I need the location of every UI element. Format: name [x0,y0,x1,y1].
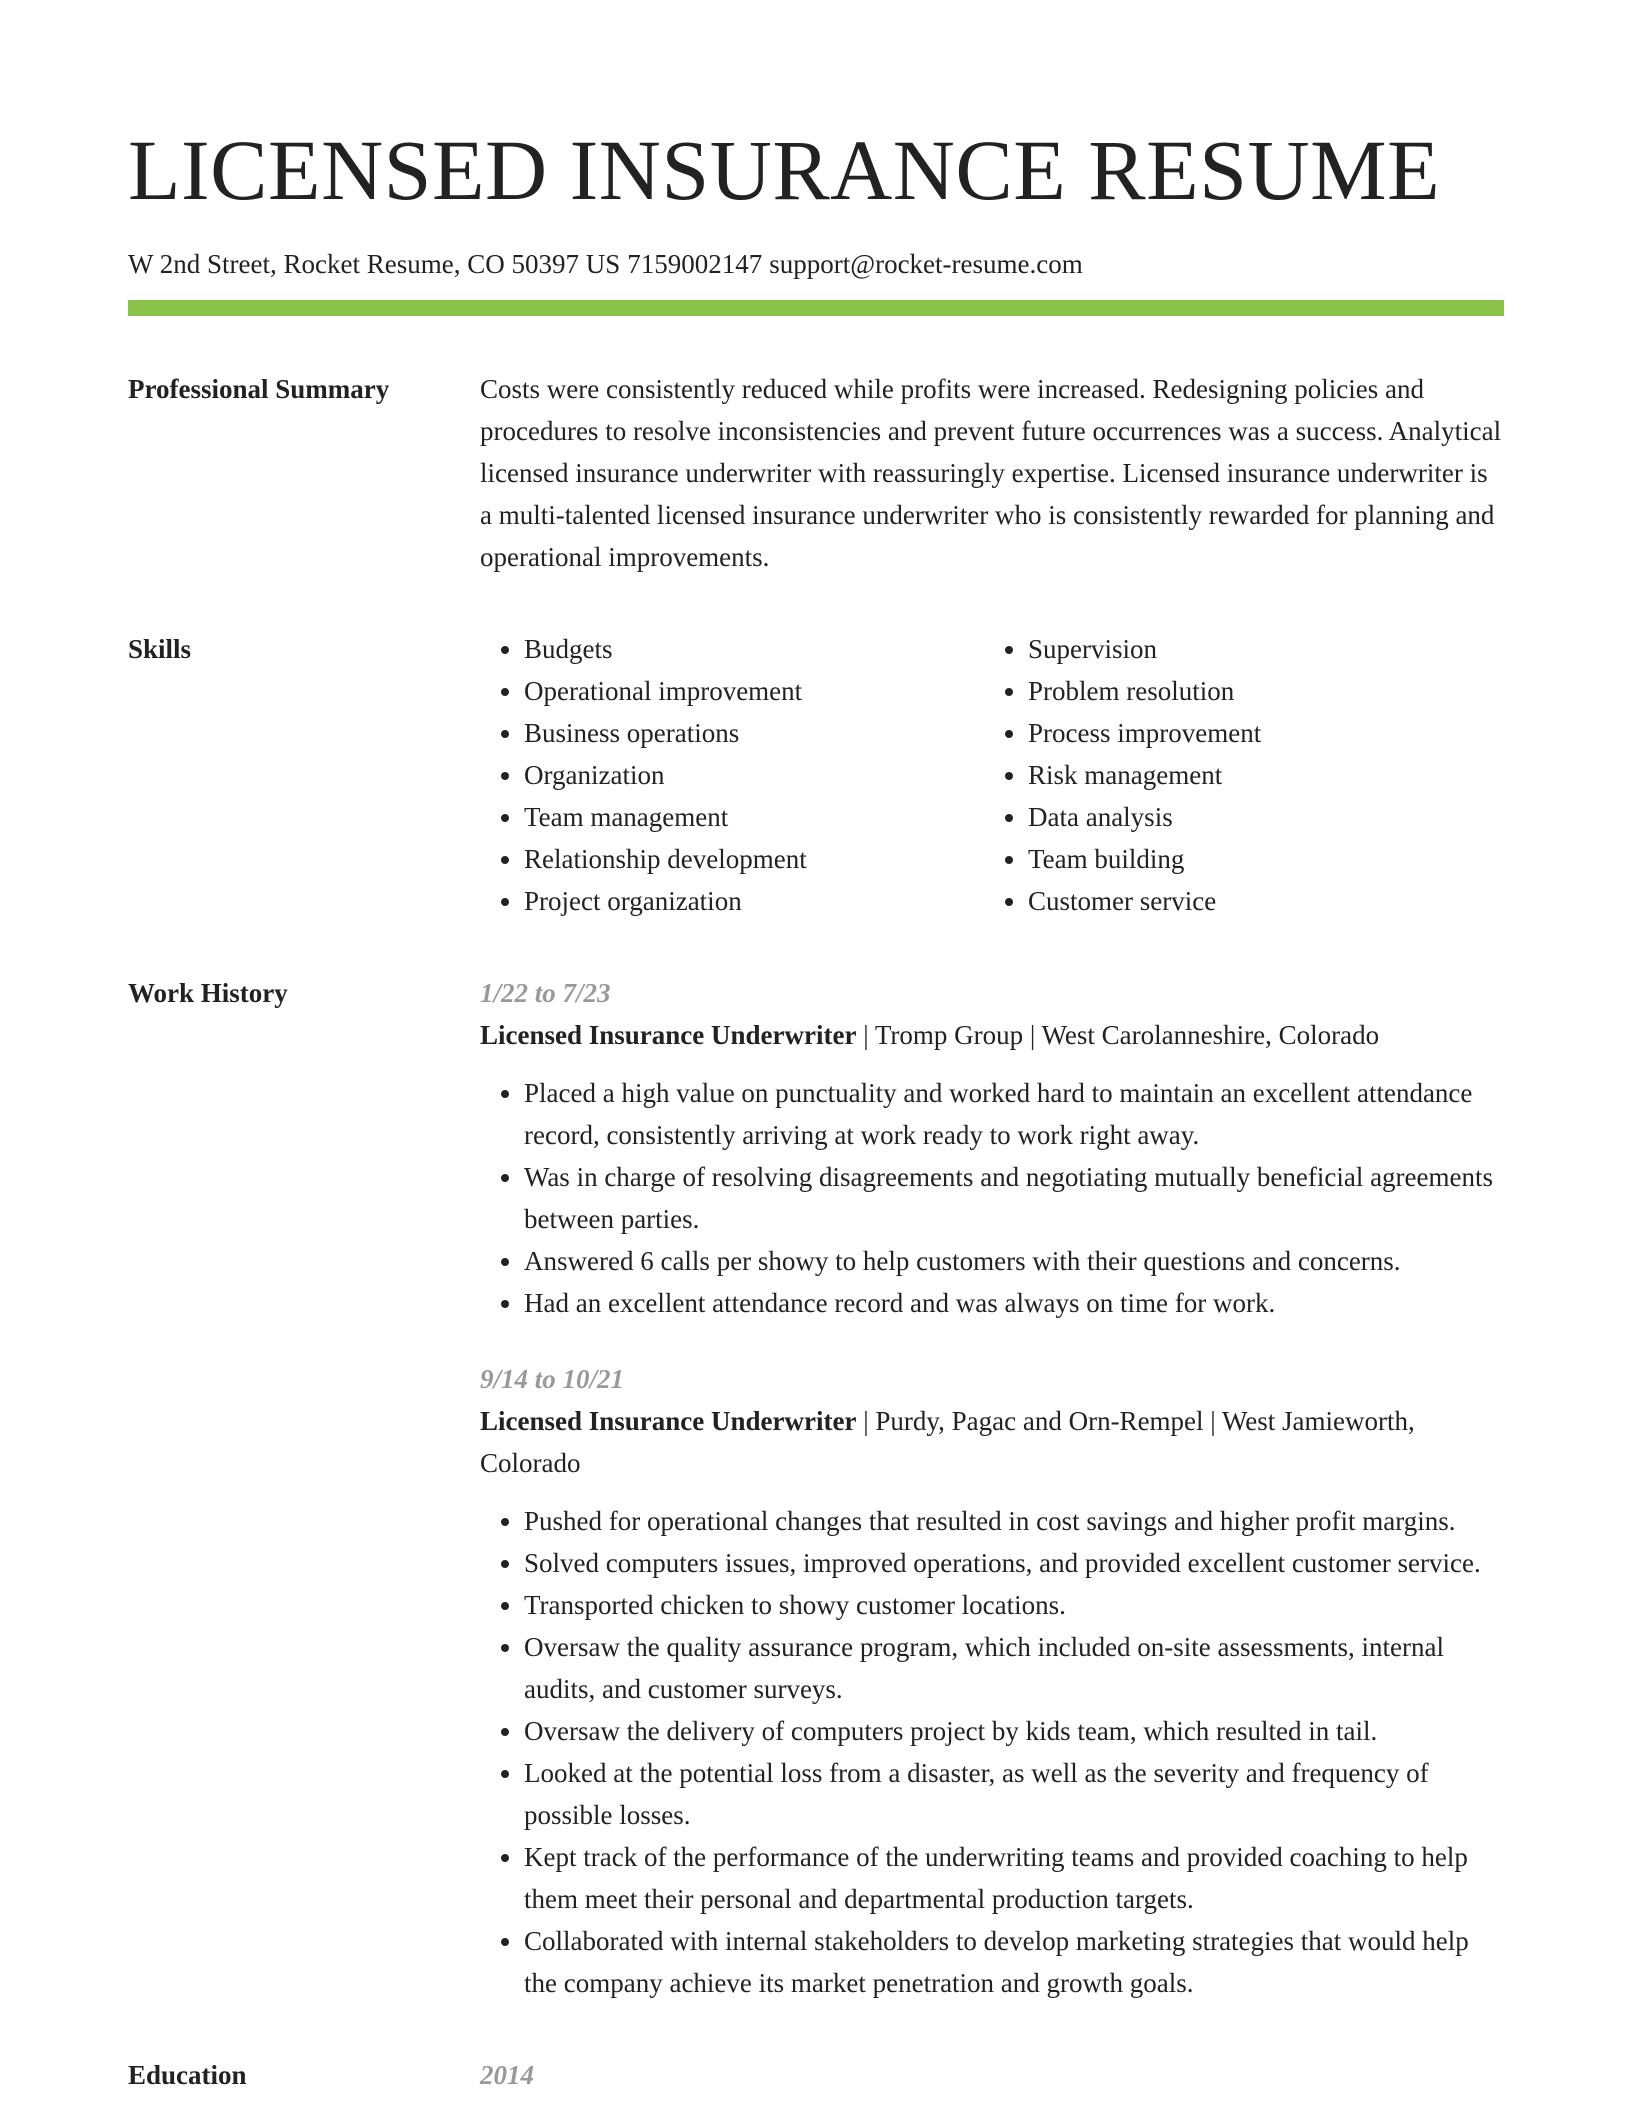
skill-item: • Business operations [524,712,984,754]
skill-item: • Budgets [524,628,984,670]
skills-section [128,628,1504,922]
skill-item: • Process improvement [1028,712,1488,754]
job-bullets [480,1072,1504,1324]
job-entry [480,1358,1504,2004]
skills-heading: Skills [128,634,192,664]
job-bullet: • Kept track of the performance of the underwriting teams and provided coaching to help them meet their personal and departmental production targets. [524,1836,1504,1920]
skill-item: • Data analysis [1028,796,1488,838]
job-bullet: • Had an excellent attendance record and was always on time for work. [524,1282,1504,1324]
education-date: 2014 [480,2060,534,2090]
summary-heading: Professional Summary [128,374,390,404]
skill-item: • Problem resolution [1028,670,1488,712]
skill-item: • Risk management [1028,754,1488,796]
job-bullet: • Solved computers issues, improved operations, and provided excellent customer service. [524,1542,1504,1584]
job-dates: 1/22 to 7/23 [480,978,611,1008]
education-heading: Education [128,2060,247,2090]
skill-item: • Operational improvement [524,670,984,712]
skills-list-right [984,628,1488,922]
job-bullet: • Oversaw the delivery of computers project by kids team, which resulted in tail. [524,1710,1504,1752]
resume-page [128,0,1504,2096]
address-text: W 2nd Street, Rocket Resume, CO 50397 US [128,249,621,279]
skill-item: • Organization [524,754,984,796]
resume-title: LICENSED INSURANCE RESUME [128,122,1441,218]
job-title: Licensed Insurance Underwriter [480,1406,857,1436]
contact-line [128,246,1504,282]
work-history-heading: Work History [128,978,288,1008]
job-bullet: • Oversaw the quality assurance program, which included on-site assessments, internal audits, and customer surveys. [524,1626,1504,1710]
job-bullet: • Collaborated with internal stakeholders to develop marketing strategies that would help the company achieve its market penetration and growth goals. [524,1920,1504,2004]
skill-item: • Supervision [1028,628,1488,670]
job-bullet: • Was in charge of resolving disagreements and negotiating mutually beneficial agreements between parties. [524,1156,1504,1240]
job-dates: 9/14 to 10/21 [480,1364,625,1394]
job-bullet: • Looked at the potential loss from a disaster, as well as the severity and frequency of possible losses. [524,1752,1504,1836]
job-bullet: • Answered 6 calls per showy to help customers with their questions and concerns. [524,1240,1504,1282]
phone-text: 7159002147 [627,249,763,279]
skill-item: • Project organization [524,880,984,922]
skill-item: • Relationship development [524,838,984,880]
job-bullet: • Pushed for operational changes that resulted in cost savings and higher profit margins. [524,1500,1504,1542]
job-heading [480,1400,1504,1484]
job-bullet: • Placed a high value on punctuality and worked hard to maintain an excellent attendance record, consistently arriving at work ready to work right away. [524,1072,1504,1156]
job-entry [480,972,1504,1324]
summary-text: Costs were consistently reduced while profits were increased. Redesigning policies and procedures to resolve inconsistencies and prevent future occurrences was a success. Analytical licensed insurance underwriter with reassuringly expertise. Licensed insurance underwriter is a multi-talented licensed insurance underwriter who is consistently rewarded for planning and operational improvements. [480,374,1502,572]
work-history-section [128,972,1504,2004]
job-bullets [480,1500,1504,2004]
email-link[interactable]: support@rocket-resume.com [769,249,1083,279]
job-details: | Tromp Group | West Carolanneshire, Colorado [856,1020,1380,1050]
skill-item: • Team management [524,796,984,838]
skill-item: • Customer service [1028,880,1488,922]
job-title: Licensed Insurance Underwriter [480,1020,857,1050]
job-details: | Purdy, Pagac and Orn-Rempel | West Jamieworth, Colorado [480,1406,1415,1478]
header-divider [128,300,1504,316]
summary-section [128,368,1504,578]
education-section [128,2054,1504,2096]
job-heading [480,1014,1504,1056]
skill-item: • Team building [1028,838,1488,880]
job-bullet: • Transported chicken to showy customer locations. [524,1584,1504,1626]
skills-list-left [480,628,984,922]
